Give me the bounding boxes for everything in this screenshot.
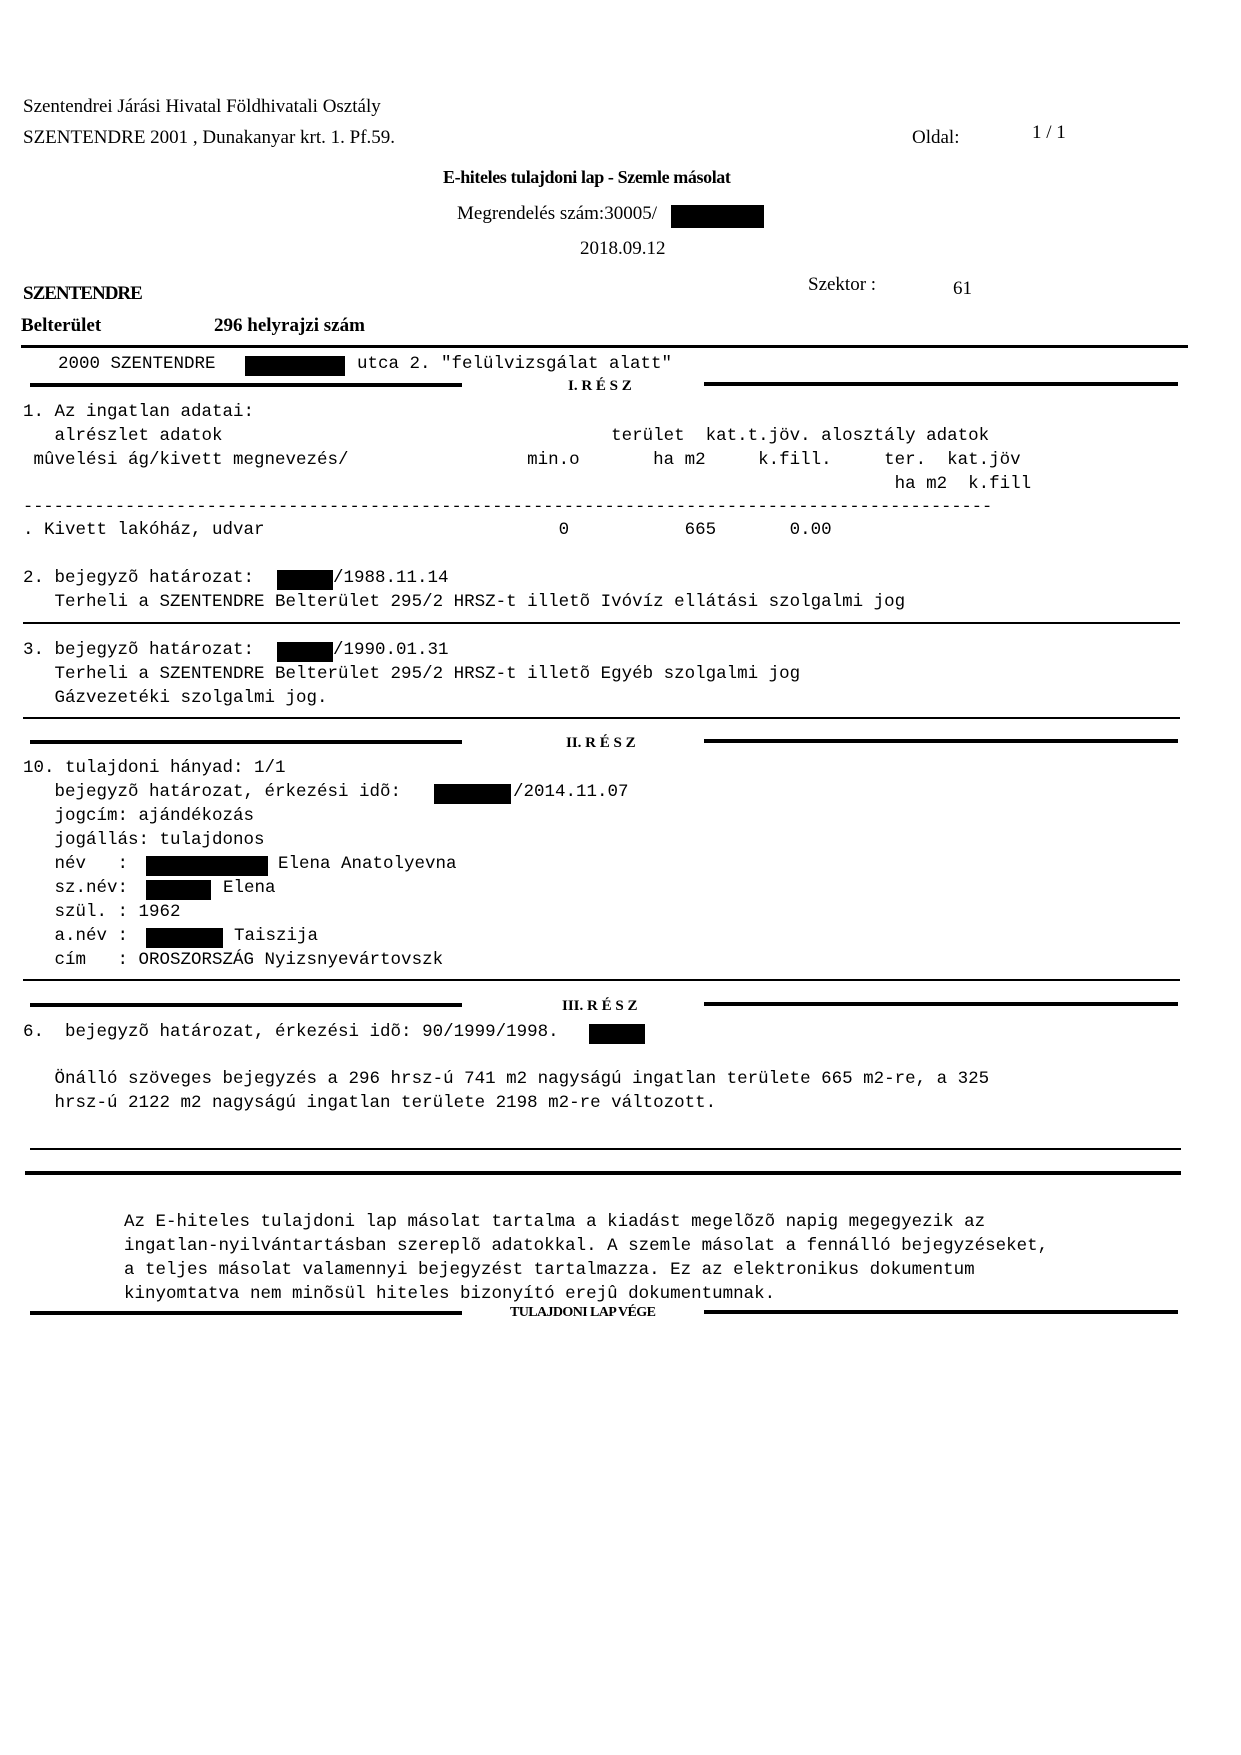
redaction-street bbox=[245, 356, 345, 376]
owner-name: Elena Anatolyevna bbox=[278, 854, 457, 874]
sector-label: Szektor : bbox=[808, 274, 877, 295]
office-address: SZENTENDRE 2001 , Dunakanyar krt. 1. Pf.59. bbox=[23, 127, 396, 148]
part1-rule-left bbox=[30, 383, 462, 387]
owner-address: cím : OROSZORSZÁG Nyizsnyevártovszk bbox=[23, 950, 444, 970]
table-separator: ----------------------------------------------------------------------------------------------- bbox=[23, 498, 993, 517]
part3-text-1: Önálló szöveges bejegyzés a 296 hrsz-ú 741 m2 nagyságú ingatlan területe 665 m2-re, a 325 bbox=[23, 1069, 990, 1089]
entry2-date: /1988.11.14 bbox=[333, 568, 449, 588]
redaction-birth-surname bbox=[146, 880, 211, 900]
part3-divider-thin bbox=[30, 1148, 1181, 1150]
legal-title: jogcím: ajándékozás bbox=[23, 806, 255, 826]
legal-status: jogállás: tulajdonos bbox=[23, 830, 265, 850]
part2-rule-left bbox=[30, 740, 462, 744]
page-number: 1 / 1 bbox=[1032, 122, 1066, 143]
mother-name-label: a.név : bbox=[23, 926, 129, 946]
document-title: E-hiteles tulajdoni lap - Szemle másolat bbox=[443, 167, 731, 187]
part3-rule-right bbox=[704, 1002, 1178, 1006]
ownership-date: /2014.11.07 bbox=[513, 782, 629, 802]
entry2-text: Terheli a SZENTENDRE Belterület 295/2 HRSZ-t illetõ Ivóvíz ellátási szolgalmi jog bbox=[23, 592, 906, 612]
part3-title: III. R É S Z bbox=[562, 998, 638, 1014]
entry3-decision: 3. bejegyzõ határozat: bbox=[23, 640, 255, 660]
part2-divider bbox=[23, 979, 1180, 981]
owner-name-label: név : bbox=[23, 854, 129, 874]
redaction-order-number bbox=[671, 205, 764, 228]
part2-title: II. R É S Z bbox=[566, 735, 636, 751]
order-number: Megrendelés szám:30005/ bbox=[457, 203, 657, 224]
header-divider bbox=[21, 345, 1188, 348]
document-date: 2018.09.12 bbox=[580, 238, 666, 259]
birth-year: szül. : 1962 bbox=[23, 902, 181, 922]
sector-value: 61 bbox=[953, 278, 972, 299]
entry3-divider bbox=[23, 717, 1180, 719]
footer-note-3: a teljes másolat valamennyi bejegyzést tartalmazza. Ez az elektronikus dokumentum bbox=[124, 1260, 975, 1280]
property-address-suffix: utca 2. "felülvizsgálat alatt" bbox=[357, 354, 673, 374]
part1-rule-right bbox=[704, 382, 1178, 386]
entry2-decision: 2. bejegyzõ határozat: bbox=[23, 568, 255, 588]
end-rule-right bbox=[704, 1310, 1178, 1314]
entry3-text-2: Gázvezetéki szolgalmi jog. bbox=[23, 688, 328, 708]
part3-rule-left bbox=[30, 1003, 462, 1007]
parcel-number: 296 helyrajzi szám bbox=[214, 315, 365, 336]
end-title: TULAJDONI LAP VÉGE bbox=[510, 1305, 656, 1320]
column-header-2: mûvelési ág/kivett megnevezés/ min.o ha m2 k.fill. ter. kat.jöv bbox=[23, 450, 1021, 470]
redaction-owner-surname bbox=[146, 856, 268, 876]
part3-entry: 6. bejegyzõ határozat, érkezési idõ: 90/1999/1998. bbox=[23, 1022, 559, 1042]
ownership-share: 10. tulajdoni hányad: 1/1 bbox=[23, 758, 286, 778]
settlement-name: SZENTENDRE bbox=[23, 283, 142, 304]
property-row: . Kivett lakóház, udvar 0 665 0.00 bbox=[23, 520, 832, 540]
property-address-prefix: 2000 SZENTENDRE bbox=[58, 354, 216, 374]
office-name: Szentendrei Járási Hivatal Földhivatali Osztály bbox=[23, 96, 381, 117]
area-type: Belterület bbox=[21, 315, 102, 336]
column-header-3: ha m2 k.fill bbox=[23, 474, 1032, 494]
redaction-mother-surname bbox=[146, 928, 223, 948]
part3-divider-thick bbox=[25, 1171, 1181, 1175]
end-rule-left bbox=[30, 1311, 462, 1315]
redaction-part3-entry bbox=[589, 1024, 645, 1044]
footer-note-2: ingatlan-nyilvántartásban szereplõ adatokkal. A szemle másolat a fennálló bejegyzéseket, bbox=[124, 1236, 1049, 1256]
entry3-date: /1990.01.31 bbox=[333, 640, 449, 660]
birth-name-label: sz.név: bbox=[23, 878, 129, 898]
birth-name: Elena bbox=[223, 878, 276, 898]
redaction-ownership-decision bbox=[434, 784, 511, 804]
footer-note-1: Az E-hiteles tulajdoni lap másolat tartalma a kiadást megelõzõ napig megegyezik az bbox=[124, 1212, 986, 1232]
mother-name: Taiszija bbox=[234, 926, 319, 946]
entry3-text-1: Terheli a SZENTENDRE Belterület 295/2 HRSZ-t illetõ Egyéb szolgalmi jog bbox=[23, 664, 801, 684]
ownership-decision: bejegyzõ határozat, érkezési idõ: bbox=[23, 782, 402, 802]
redaction-entry2 bbox=[277, 570, 333, 590]
part1-title: I. R É S Z bbox=[568, 378, 632, 394]
redaction-entry3 bbox=[277, 642, 333, 662]
entry2-divider bbox=[23, 622, 1180, 624]
part1-heading: 1. Az ingatlan adatai: bbox=[23, 402, 255, 422]
page-label: Oldal: bbox=[912, 127, 960, 148]
part3-text-2: hrsz-ú 2122 m2 nagyságú ingatlan területe 2198 m2-re változott. bbox=[23, 1093, 717, 1113]
footer-note-4: kinyomtatva nem minõsül hiteles bizonyító erejû dokumentumnak. bbox=[124, 1284, 776, 1304]
part2-rule-right bbox=[704, 739, 1178, 743]
column-header-1: alrészlet adatok terület kat.t.jöv. alosztály adatok bbox=[23, 426, 990, 446]
